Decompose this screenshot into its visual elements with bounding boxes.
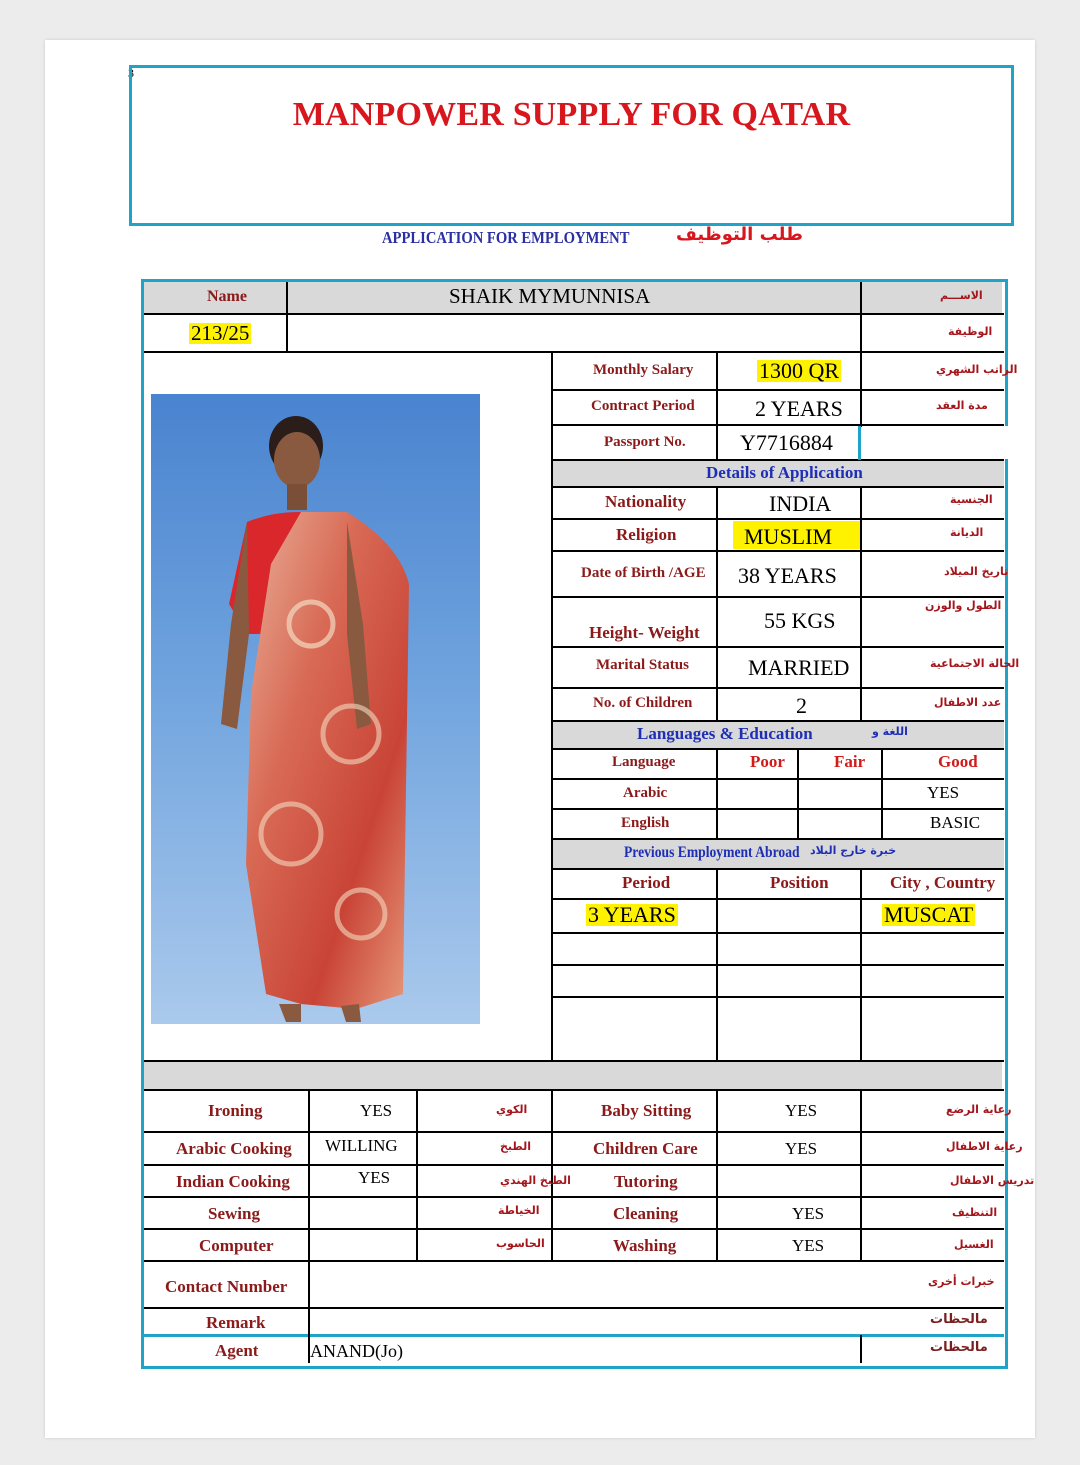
nationality-label: Nationality [605,492,687,511]
skill-baby-sitting-value: YES [785,1101,818,1120]
skill-sewing-arabic: الخياطة [498,1204,540,1217]
skill-cleaning-label: Cleaning [613,1204,679,1223]
children-label-arabic: عدد الاطفال [934,696,1002,709]
skills-header-bg [144,1062,1002,1089]
contract-label: Contract Period [591,398,695,414]
candidate-photo [151,394,480,1024]
skill-washing-arabic: الغسيل [954,1238,994,1251]
remark-label: Remark [206,1313,266,1332]
col-position: Position [770,873,829,892]
details-section-title: Details of Application [706,463,863,482]
contact-label-arabic: خبرات أخرى [928,1275,995,1288]
age: 38 YEARS [738,563,837,588]
height-weight-label: Height- Weight [589,623,700,642]
contract-label-arabic: مدة العقد [936,399,988,412]
skill-baby-sitting-label: Baby Sitting [601,1101,692,1120]
dob-label-arabic: تاريخ الميلاد [944,565,1009,578]
religion-label-arabic: الديانة [950,526,984,539]
skill-children-care-value: YES [785,1139,818,1158]
skill-ironing-value: YES [360,1101,393,1120]
dob-label: Date of Birth /AGE [581,565,706,581]
skill-ironing-arabic: الكوي [496,1103,528,1116]
contact-label: Contact Number [165,1277,288,1296]
nationality: INDIA [769,491,832,516]
skill-washing-label: Washing [613,1236,677,1255]
reference-label-arabic: الوظيفة [948,325,993,338]
col-good: Good [938,752,978,771]
salary-label: Monthly Salary [593,362,694,378]
experience-section-title: Previous Employment Abroad [624,844,800,861]
skill-indian-cooking-arabic: الطبخ الهندي [500,1174,571,1187]
agent-label-arabic: مالحظات [930,1340,988,1355]
passport-number: Y7716884 [740,430,833,455]
skill-tutoring-label: Tutoring [614,1172,678,1191]
language-arabic-good: YES [927,783,960,802]
passport-label: Passport No. [604,434,686,450]
document-subtitle: APPLICATION FOR EMPLOYMENT [382,228,630,247]
document-subtitle-arabic: طلب التوظيف [676,224,803,245]
skill-computer-arabic: الحاسوب [496,1237,545,1250]
skill-arabic-cooking-label: Arabic Cooking [176,1139,292,1158]
agent-label: Agent [215,1341,259,1360]
marital-label: Marital Status [596,657,689,673]
language-english-label: English [621,815,670,831]
salary-label-arabic: الراتب الشهري [936,363,1018,376]
col-city-country: City , Country [890,873,996,892]
skill-indian-cooking-value: YES [358,1168,391,1187]
skill-arabic-cooking-value: WILLING [325,1136,398,1155]
nationality-label-arabic: الجنسية [950,493,993,506]
experience-city: MUSCAT [884,902,974,927]
col-fair: Fair [834,752,866,771]
skill-tutoring-arabic: تدريس الاطفال [950,1174,1035,1187]
language-english-good: BASIC [930,813,981,832]
remark-label-arabic: مالحظات [930,1312,988,1327]
monthly-salary: 1300 QR [759,358,840,383]
candidate-photo-figure [151,394,480,1024]
languages-section-title: Languages & Education [637,724,813,743]
skill-ironing-label: Ironing [208,1101,263,1120]
skill-cleaning-value: YES [792,1204,825,1223]
experience-period: 3 YEARS [588,902,676,927]
marital-status: MARRIED [748,655,850,680]
experience-section-arabic: خبرة خارج البلاد [810,844,897,857]
religion-label: Religion [616,525,677,544]
contract-period: 2 YEARS [755,396,843,421]
marital-label-arabic: الحالة الاجتماعية [930,657,1020,670]
skill-sewing-label: Sewing [208,1204,260,1223]
page-mark: 3 [128,66,134,80]
number-of-children: 2 [796,693,807,718]
children-label: No. of Children [593,695,693,711]
skill-children-care-arabic: رعاية الاطفال [946,1140,1023,1153]
skill-computer-label: Computer [199,1236,274,1255]
candidate-name: SHAIK MYMUNNISA [449,284,651,308]
document-title: MANPOWER SUPPLY FOR QATAR [292,96,851,133]
name-label-arabic: الاســـم [940,289,983,302]
language-arabic-label: Arabic [623,785,668,801]
col-poor: Poor [750,752,785,771]
header-box [129,65,1014,226]
height-weight-label-arabic: الطول والوزن [925,599,1002,612]
skill-washing-value: YES [792,1236,825,1255]
languages-section-arabic: اللغة و [872,725,908,738]
skill-indian-cooking-label: Indian Cooking [176,1172,290,1191]
name-label: Name [207,288,247,305]
col-language: Language [612,754,676,770]
skill-cleaning-arabic: التنظيف [952,1206,998,1219]
religion: MUSLIM [744,524,833,549]
skill-baby-sitting-arabic: رعاية الرضع [946,1103,1012,1116]
col-period: Period [622,873,671,892]
height-weight: 55 KGS [764,608,836,633]
reference-number: 213/25 [191,321,250,345]
skill-arabic-cooking-arabic: الطبخ [500,1140,532,1153]
skill-children-care-label: Children Care [593,1139,698,1158]
agent-name: ANAND(Jo) [310,1341,403,1361]
